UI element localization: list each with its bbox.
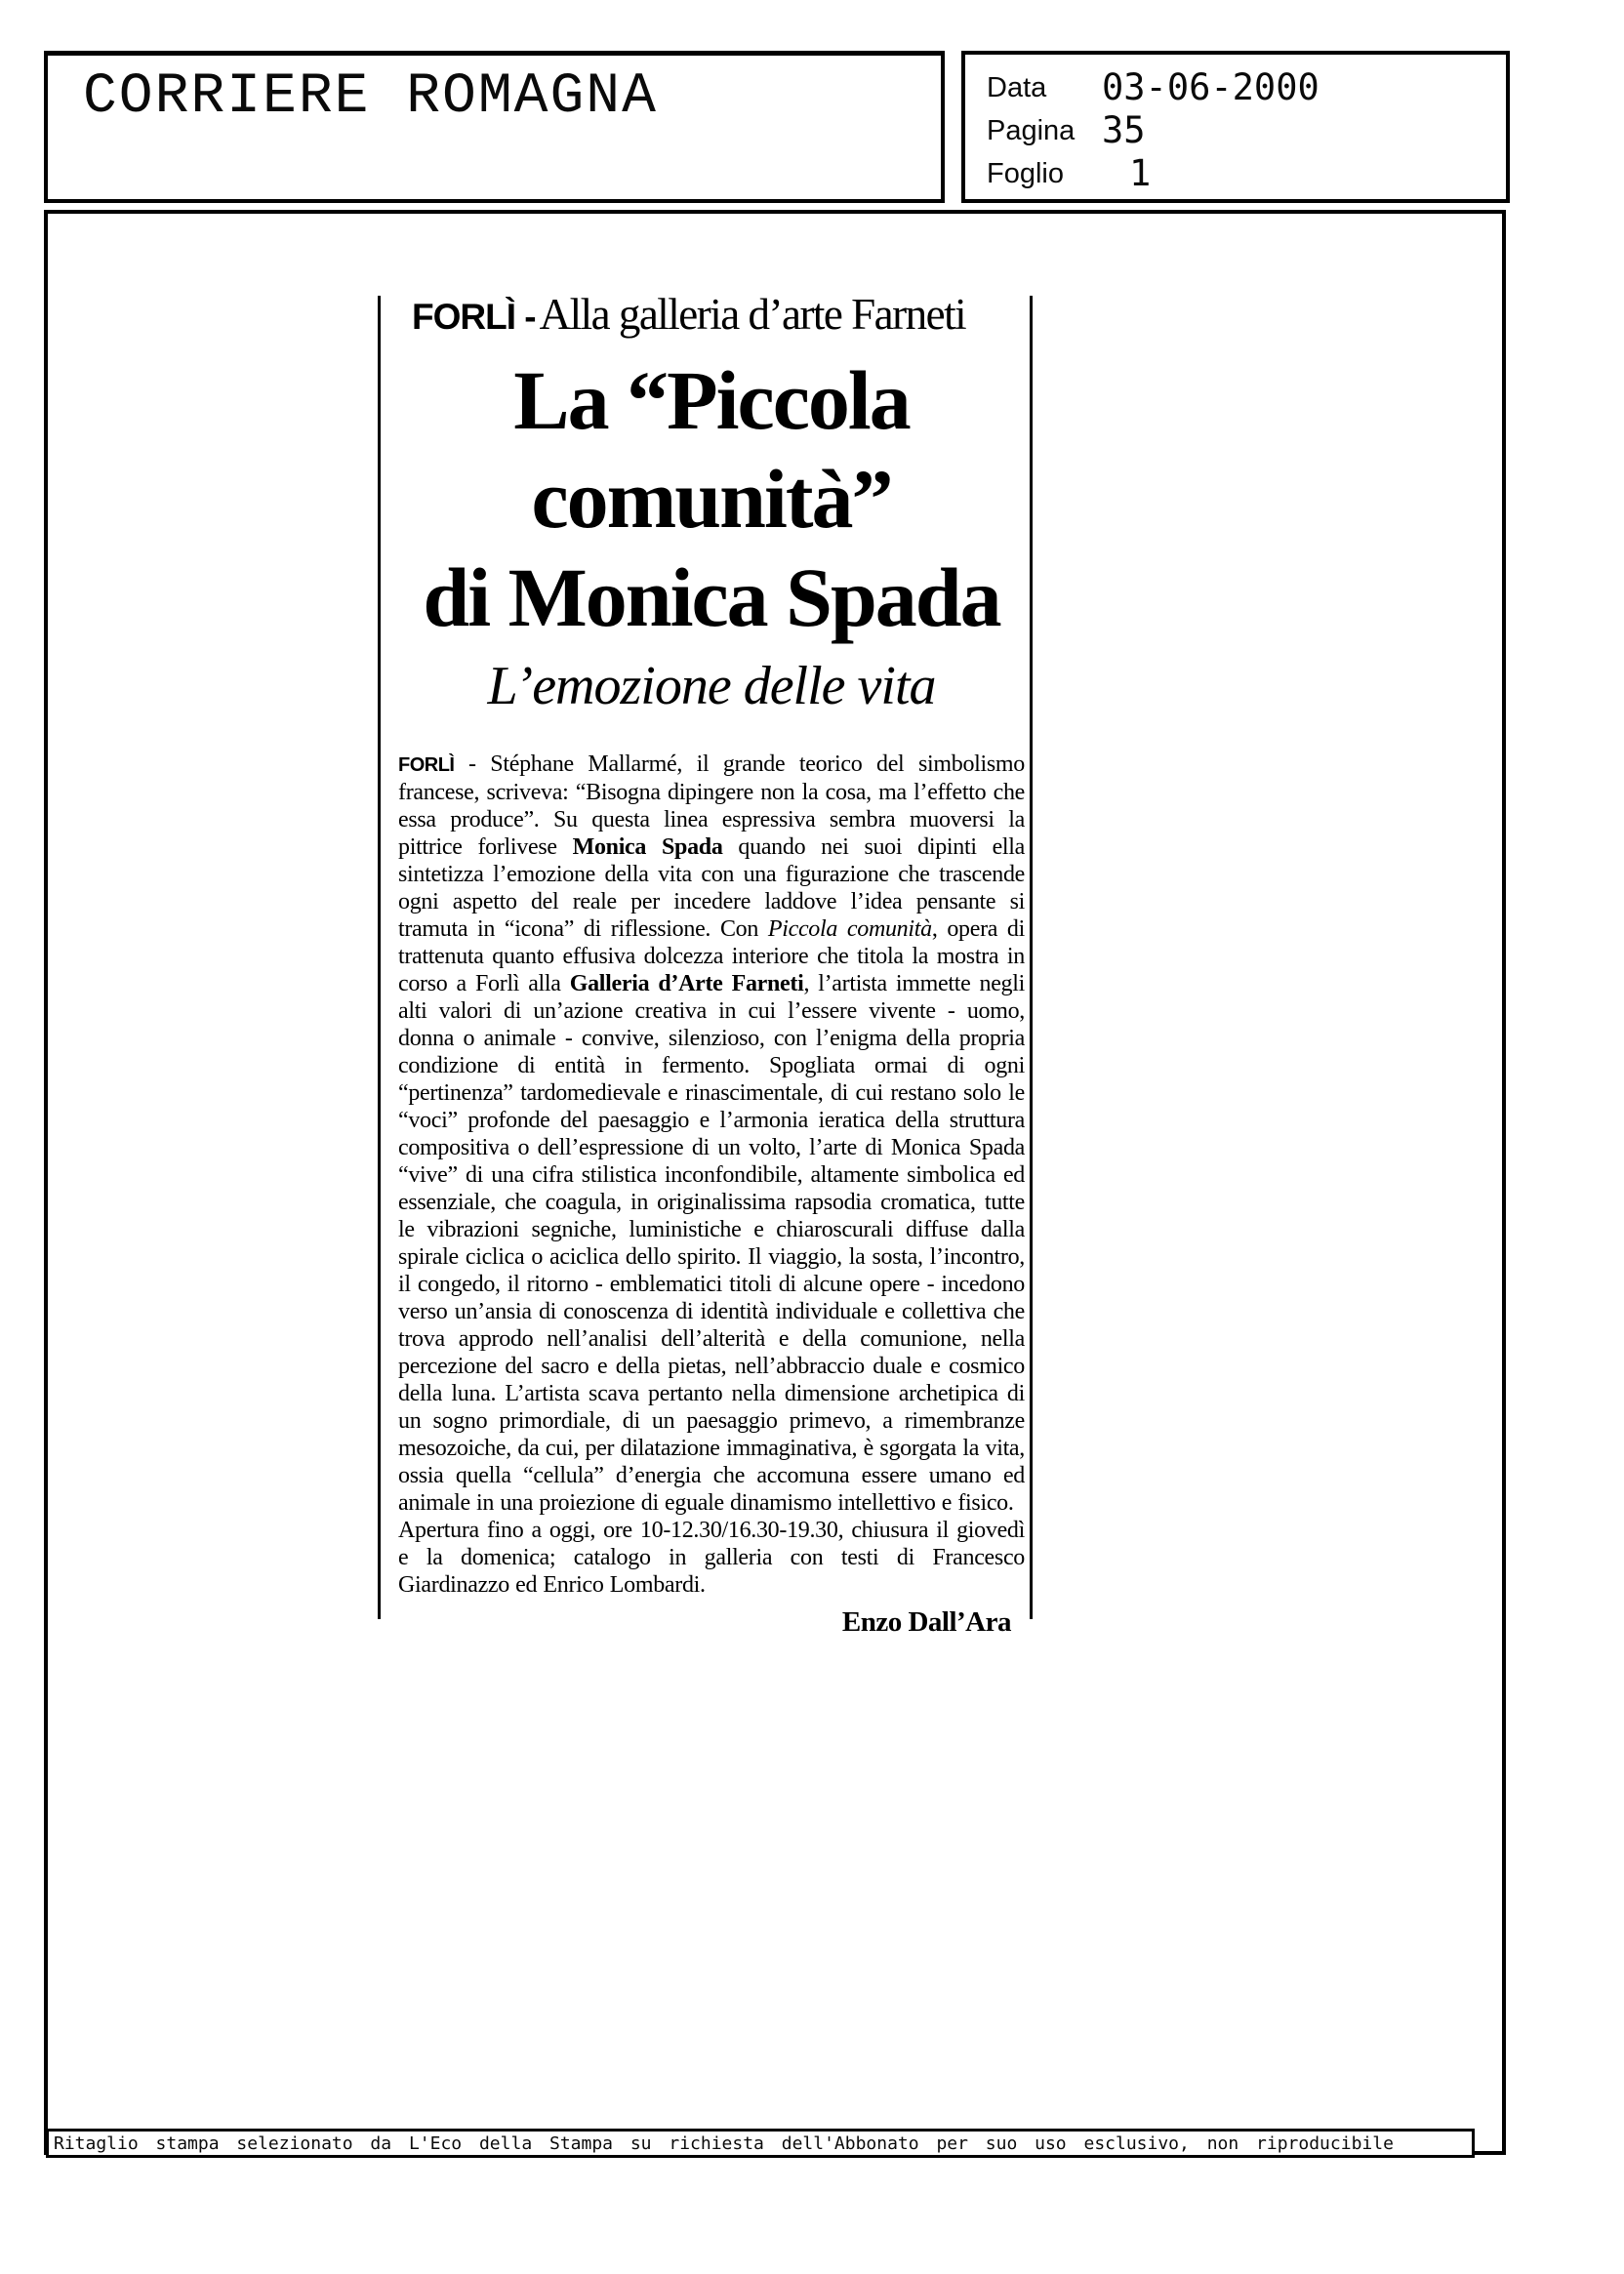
meta-label-data: Data: [987, 72, 1047, 103]
headline-line-2: comunità”: [531, 452, 892, 546]
text-run: Galleria d’Arte Farneti: [569, 971, 804, 996]
clipping-meta-box: [961, 51, 1510, 203]
meta-value-data: 03-06-2000: [1102, 66, 1320, 108]
article-subhead: L’emozione delle vita: [487, 656, 936, 716]
text-run: Piccola comunità: [767, 916, 932, 942]
article-paragraph: [398, 1517, 1025, 1599]
column-rule-left: [378, 296, 381, 1619]
meta-label-pagina: Pagina: [987, 115, 1076, 146]
text-run: Monica Spada: [572, 834, 723, 860]
article-headline: [398, 351, 1025, 647]
article: [398, 289, 1025, 1639]
column-rule-right: [1030, 296, 1033, 1619]
text-run: - Stéphane Mallarmé, il grande teorico del simbolismo francese, scriveva: “Bisogna dipingere non la cosa, ma l’effetto che essa produce”. Su questa linea espressiva sembra muoversi la pittrice forlivese: [398, 751, 1025, 860]
meta-value-foglio: 1: [1129, 152, 1152, 194]
publication-box: [44, 51, 945, 203]
text-run: , opera di trattenuta quanto effusiva dolcezza interiore che titola la mostra in corso a Forlì alla: [398, 916, 1025, 996]
article-kicker: [398, 289, 1025, 340]
text-run: , l’artista immette negli alti valori di un’azione creativa in cui l’essere vivente - uomo, donna o animale - convive, silenzioso, con l’enigma della propria condizione di entità in fermento. Spogliata ormai di ogni “pertinenza” tardomedievale e rinascimentale, di cui restano solo le “voci” profonde del paesaggio e l’armonia ieratica della struttura compositiva o dell’espressione di un volto, l’arte di Monica Spada “vive” di una cifra stilistica inconfondibile, altamente simbolica ed essenziale, che coagula, in originalissima rapsodia cromatica, tutte le vibrazioni segniche, luministiche e chiaroscurali diffuse dalla spirale ciclica o aciclica dello spirito. Il viaggio, la sosta, l’incontro, il congedo, il ritorno - emblematici titoli di alcune opere - incedono verso un’ansia di conoscenza di identità individuale e collettiva che trova approdo nell’analisi dell’alterità e della comunione, nella percezione del sacro e della pietas, nell’abbraccio duale e cosmico della luna. L’artista scava pertanto nella dimensione archetipica di un sogno primordiale, di un paesaggio primevo, a rimembranze mesozoiche, da cui, per dilatazione immaginativa, è sgorgata la vita, ossia quella “cellula” d’energia che accomuna essere umano ed animale in una proiezione di eguale dinamismo intellettivo e fisico.: [398, 971, 1025, 1516]
kicker-city: FORLÌ -: [412, 297, 536, 337]
meta-row-foglio: [987, 152, 1151, 194]
headline-line-1: La “Piccola: [513, 353, 910, 447]
text-run: Apertura fino a oggi, ore 10-12.30/16.30-19.30, chiusura il giovedì e la domenica; catalogo in galleria con testi di Francesco Giardinazzo ed Enrico Lombardi.: [398, 1518, 1025, 1598]
publication-title: CORRIERE ROMAGNA: [83, 65, 658, 129]
headline-line-3: di Monica Spada: [423, 550, 1000, 644]
text-run: FORLÌ: [398, 754, 455, 776]
article-body: [398, 751, 1025, 1599]
meta-label-foglio: Foglio: [987, 158, 1064, 189]
meta-row-data: [987, 66, 1320, 108]
kicker-subtitle: Alla galleria d’arte Farneti: [539, 290, 966, 339]
article-paragraph: [398, 751, 1025, 1517]
footer-notice: Ritaglio stampa selezionato da L'Eco della Stampa su richiesta dell'Abbonato per suo uso esclusivo, non riproducibile: [54, 2132, 1394, 2154]
meta-row-pagina: [987, 109, 1146, 151]
meta-value-pagina: 35: [1102, 109, 1146, 151]
footer-notice-box: [46, 2129, 1475, 2158]
text-run: quando nei suoi dipinti ella sintetizza l’emozione della vita con una figurazione che trascende ogni aspetto del reale per incedere laddove l’idea pensante si tramuta in “icona” di riflessione. Con: [398, 834, 1026, 942]
article-byline: Enzo Dall’Ara: [841, 1606, 1011, 1638]
